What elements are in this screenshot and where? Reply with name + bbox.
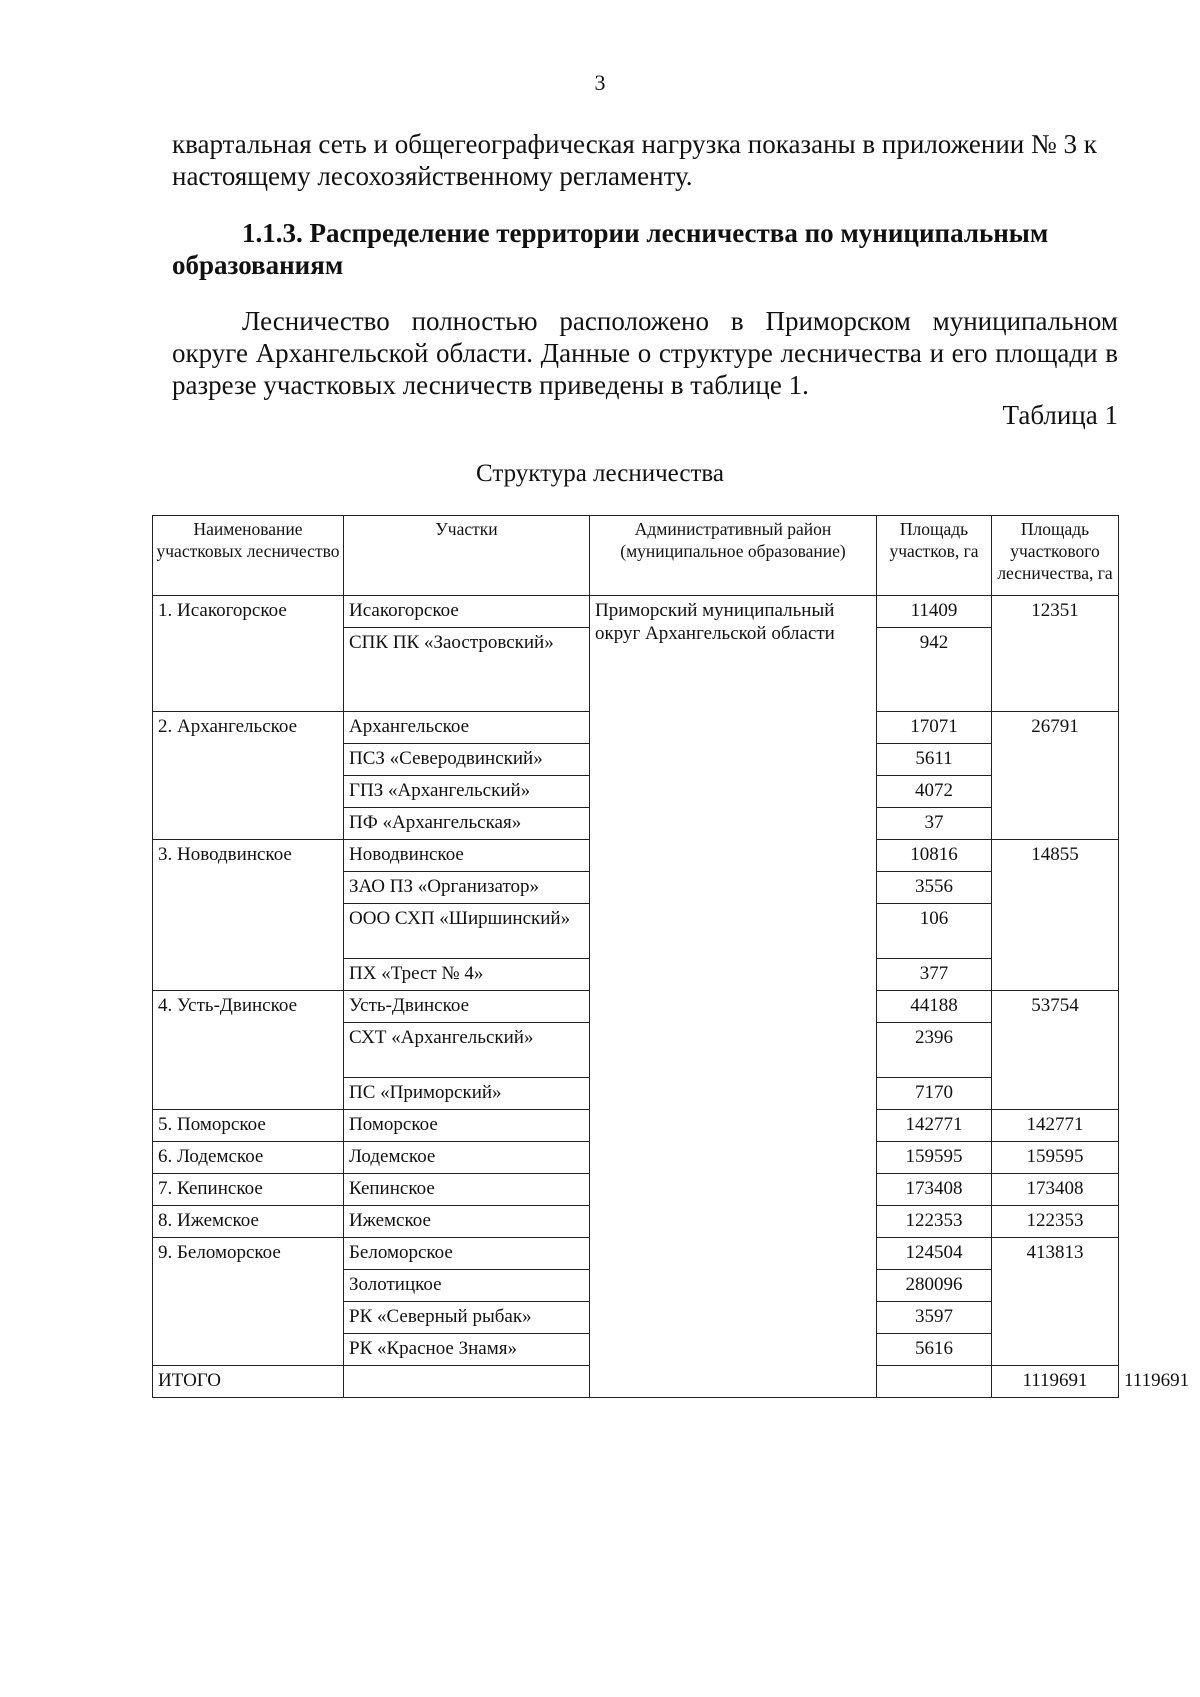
section-heading-title: 1.1.3. Распределение территории лесничества по муниципальным [242, 218, 1049, 248]
plot-area: 377 [877, 959, 992, 991]
plot-name: Лодемское [344, 1142, 590, 1174]
plot-name: Беломорское [344, 1238, 590, 1270]
section-heading-title-cont: образованиям [172, 250, 344, 280]
plot-name: Архангельское [344, 712, 590, 744]
table-total-row: ИТОГО 1119691 1119691 [153, 1366, 1119, 1398]
plot-area: 3556 [877, 872, 992, 904]
forestry-name: 2. Архангельское [153, 712, 344, 840]
plot-area: 5611 [877, 744, 992, 776]
plot-area: 37 [877, 808, 992, 840]
plot-area: 173408 [877, 1174, 992, 1206]
plot-area: 7170 [877, 1078, 992, 1110]
header-admin-district: Административный район (муниципальное образование) [590, 516, 877, 596]
plot-area: 942 [877, 628, 992, 712]
page-number: 3 [594, 70, 606, 95]
forestry-name: 5. Поморское [153, 1110, 344, 1142]
plot-name: Золотицкое [344, 1270, 590, 1302]
table-header-row [153, 516, 1119, 596]
table-title: Структура лесничества [476, 460, 724, 487]
structure-table [152, 515, 1190, 1398]
forestry-area: 159595 [992, 1142, 1119, 1174]
plot-area: 159595 [877, 1142, 992, 1174]
forestry-area: 53754 [992, 991, 1119, 1110]
plot-name: РК «Северный рыбак» [344, 1302, 590, 1334]
plot-area: 142771 [877, 1110, 992, 1142]
plot-name: ПХ «Трест № 4» [344, 959, 590, 991]
plot-area: 17071 [877, 712, 992, 744]
forestry-name: 3. Новодвинское [153, 840, 344, 991]
table-label: Таблица 1 [1002, 400, 1118, 430]
plot-area: 122353 [877, 1206, 992, 1238]
plot-name: Ижемское [344, 1206, 590, 1238]
total-empty-plot [344, 1366, 590, 1398]
plot-area: 4072 [877, 776, 992, 808]
plot-name: СПК ПК «Заостровский» [344, 628, 590, 712]
plot-name: ЗАО ПЗ «Организатор» [344, 872, 590, 904]
forestry-area: 122353 [992, 1206, 1119, 1238]
plot-area: 11409 [877, 596, 992, 628]
total-plot-area: 1119691 [992, 1366, 1119, 1398]
plot-area: 44188 [877, 991, 992, 1023]
plot-area: 2396 [877, 1023, 992, 1078]
plot-name: Исакогорское [344, 596, 590, 628]
header-forestry: Наименование участковых лесничество [153, 516, 344, 596]
plot-name: ООО СХП «Ширшинский» [344, 904, 590, 959]
section-heading [172, 217, 1118, 281]
total-label: ИТОГО [153, 1366, 344, 1398]
header-plots: Участки [344, 516, 590, 596]
forestry-area: 14855 [992, 840, 1119, 991]
plot-name: ГПЗ «Архангельский» [344, 776, 590, 808]
plot-area: 280096 [877, 1270, 992, 1302]
forestry-name: 8. Ижемское [153, 1206, 344, 1238]
header-plot-area: Площадь участков, га [877, 516, 992, 596]
plot-name: ПФ «Архангельская» [344, 808, 590, 840]
forestry-area: 173408 [992, 1174, 1119, 1206]
plot-name: Кепинское [344, 1174, 590, 1206]
plot-area: 106 [877, 904, 992, 959]
forestry-area: 142771 [992, 1110, 1119, 1142]
plot-area: 124504 [877, 1238, 992, 1270]
forestry-name: 7. Кепинское [153, 1174, 344, 1206]
plot-name: ПСЗ «Северодвинский» [344, 744, 590, 776]
plot-name: СХТ «Архангельский» [344, 1023, 590, 1078]
plot-name: РК «Красное Знамя» [344, 1334, 590, 1366]
total-empty-district [877, 1366, 992, 1398]
admin-district: Приморский муниципальный округ Архангельской области [590, 596, 877, 1398]
table-row [153, 596, 1119, 628]
plot-area: 3597 [877, 1302, 992, 1334]
plot-name: ПС «Приморский» [344, 1078, 590, 1110]
forestry-area: 413813 [992, 1238, 1119, 1366]
forestry-name: 1. Исакогорское [153, 596, 344, 712]
forestry-area: 12351 [992, 596, 1119, 712]
plot-name: Поморское [344, 1110, 590, 1142]
plot-area: 5616 [877, 1334, 992, 1366]
forestry-name: 4. Усть-Двинское [153, 991, 344, 1110]
body-paragraph: Лесничество полностью расположено в Приморском муниципальном округе Архангельской области. Данные о структуре лесничества и его площади в разрезе участковых лесничеств приведены в таблице 1. [172, 306, 1118, 400]
forestry-name: 6. Лодемское [153, 1142, 344, 1174]
plot-name: Усть-Двинское [344, 991, 590, 1023]
plot-name: Новодвинское [344, 840, 590, 872]
intro-paragraph: квартальная сеть и общегеографическая нагрузка показаны в приложении № 3 к настоящему лесохозяйственному регламенту. [172, 129, 1097, 191]
header-forestry-area: Площадь участкового лесничества, га [992, 516, 1119, 596]
forestry-name: 9. Беломорское [153, 1238, 344, 1366]
forestry-area: 26791 [992, 712, 1119, 840]
plot-area: 10816 [877, 840, 992, 872]
